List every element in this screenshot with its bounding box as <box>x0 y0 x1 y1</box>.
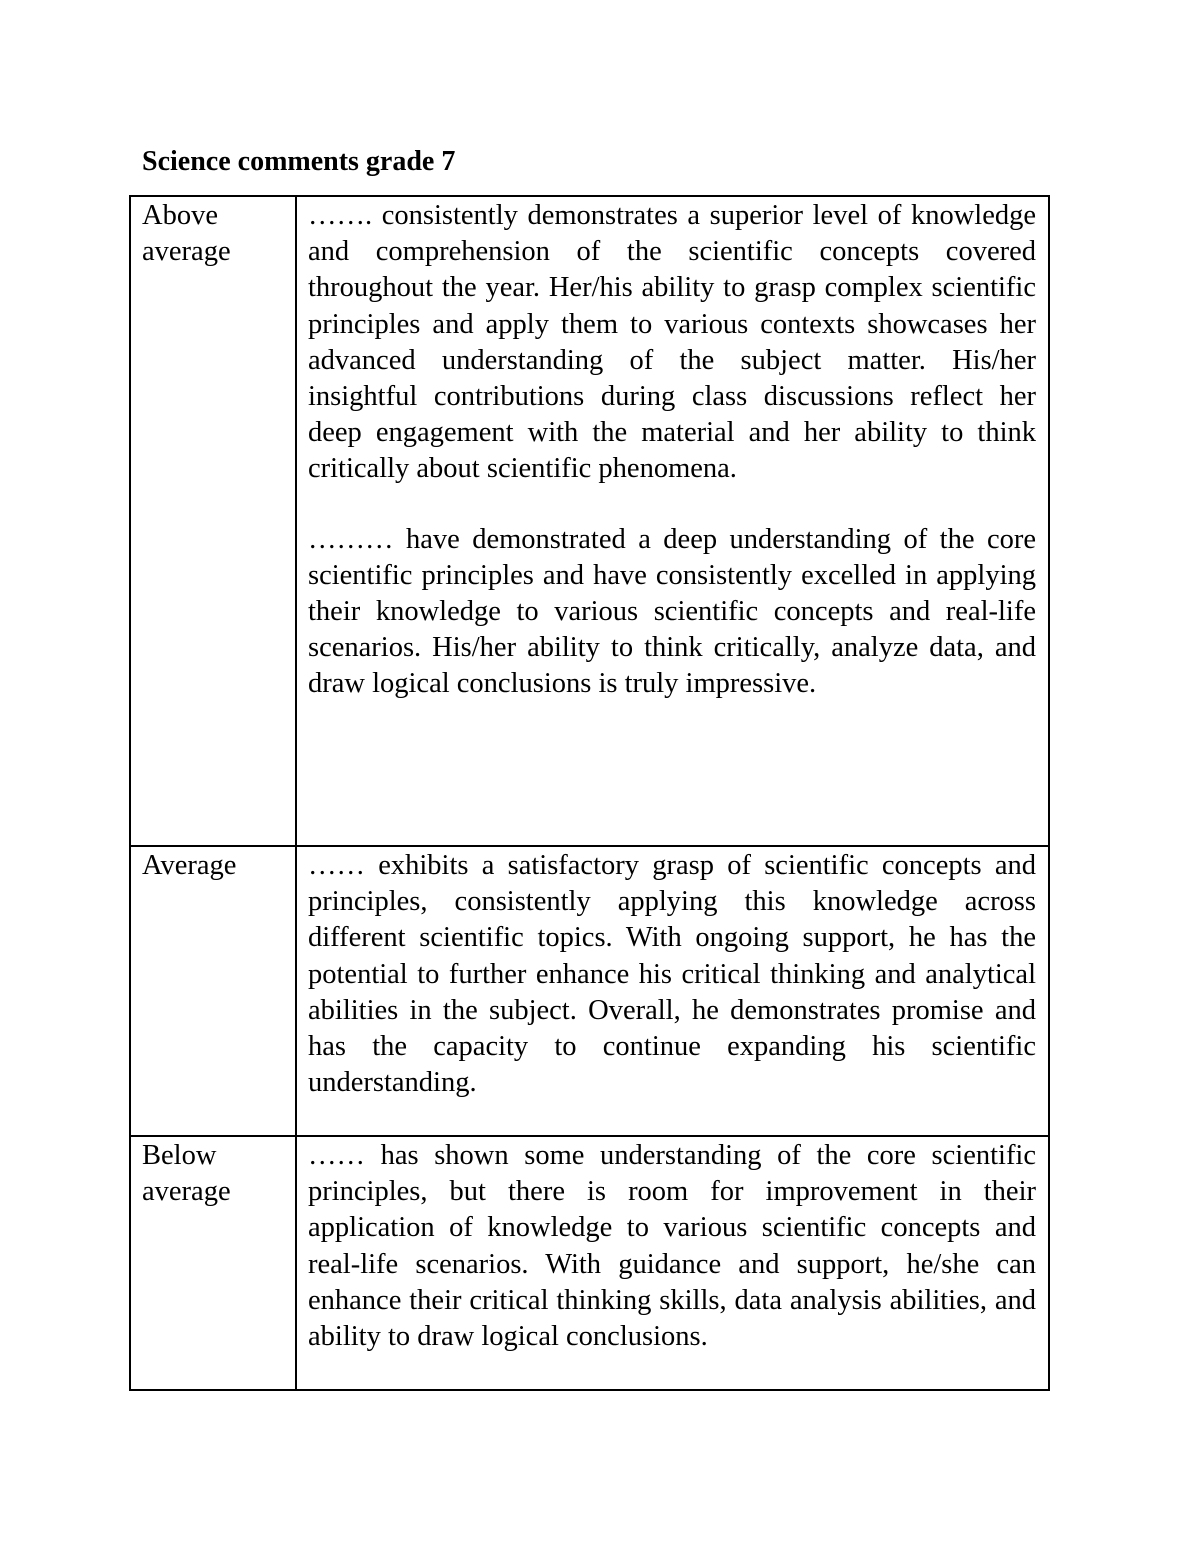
comment-paragraph: ……… have demonstrated a deep understanding of the core scientific principles and have consistently excelled in applying their knowledge to various scientific concepts and real-life scenarios. His/her ability to think critically, analyze data, and draw logical conclusions is truly impressive. <box>308 523 1036 700</box>
comment-paragraph: …… exhibits a satisfactory grasp of scientific concepts and principles, consistently applying this knowledge across different scientific topics. With ongoing support, he has the potential to further enhance his critical thinking and analytical abilities in the subject. Overall, he demonstrates promise and has the capacity to continue expanding his scientific understanding. <box>308 850 1036 1099</box>
level-label-below-average: Below average <box>130 1136 296 1390</box>
comment-cell-average <box>296 846 1049 1136</box>
page-title: Science comments grade 7 <box>142 146 456 177</box>
table-row-average <box>130 846 1049 1136</box>
table-row-above-average <box>130 196 1049 846</box>
comment-paragraph: …… has shown some understanding of the core scientific principles, but there is room for improvement in their application of knowledge to various scientific concepts and real-life scenarios. With guidance and support, he/she can enhance their critical thinking skills, data analysis abilities, and ability to draw logical conclusions. <box>308 1140 1036 1353</box>
level-label-above-average: Above average <box>130 196 296 846</box>
comment-paragraph: ……. consistently demonstrates a superior level of knowledge and comprehension of the scientific concepts covered throughout the year. Her/his ability to grasp complex scientific principles and apply them to various contexts showcases her advanced understanding of the subject matter. His/her insightful contributions during class discussions reflect her deep engagement with the material and her ability to think critically about scientific phenomena. <box>308 200 1036 485</box>
comment-cell-above-average <box>296 196 1049 846</box>
comment-cell-below-average <box>296 1136 1049 1390</box>
comments-table <box>129 195 1050 1391</box>
table-row-below-average <box>130 1136 1049 1390</box>
level-label-average: Average <box>130 846 296 1136</box>
